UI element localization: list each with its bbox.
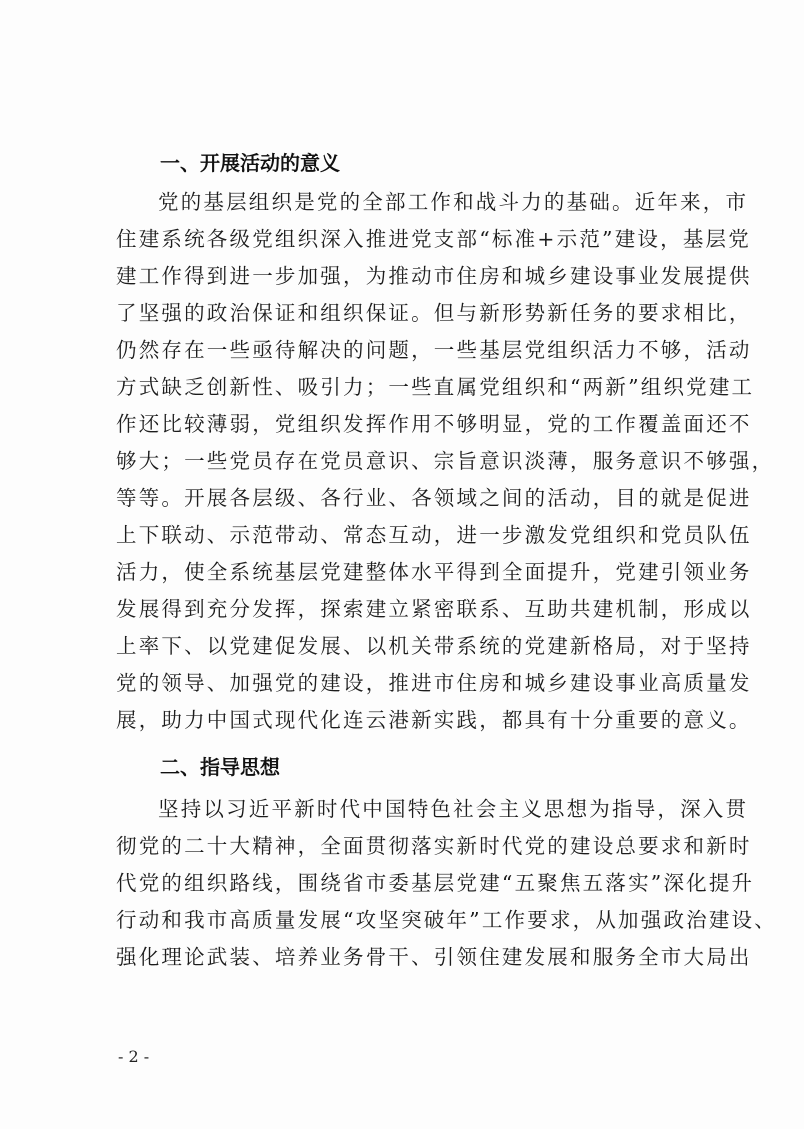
paragraph-line: 展，助力中国式现代化连云港新实践，都具有十分重要的意义。 xyxy=(116,708,752,732)
paragraph-line: 行动和我市高质量发展“攻坚突破年”工作要求，从加强政治建设、 xyxy=(116,908,777,932)
paragraph-line: 代党的组织路线，围绕省市委基层党建“五聚焦五落实”深化提升 xyxy=(116,871,755,895)
paragraph-line: 方式缺乏创新性、吸引力；一些直属党组织和“两新”组织党建工 xyxy=(116,375,755,399)
paragraph-line: 坚持以习近平新时代中国特色社会主义思想为指导，深入贯 xyxy=(158,797,749,821)
paragraph-line: 了坚强的政治保证和组织保证。但与新形势新任务的要求相比， xyxy=(116,301,752,325)
paragraph-line: 作还比较薄弱，党组织发挥作用不够明显，党的工作覆盖面还不 xyxy=(116,412,752,436)
paragraph-line: 党的领导、加强党的建设，推进市住房和城乡建设事业高质量发 xyxy=(116,671,752,695)
section-heading-significance: 一、开展活动的意义 xyxy=(160,151,340,175)
paragraph-line: 彻党的二十大精神，全面贯彻落实新时代党的建设总要求和新时 xyxy=(116,834,752,858)
paragraph-line: 党的基层组织是党的全部工作和战斗力的基础。近年来，市 xyxy=(158,190,749,214)
paragraph-line: 上下联动、示范带动、常态互动，进一步激发党组织和党员队伍 xyxy=(116,523,752,547)
paragraph-line: 建工作得到进一步加强，为推动市住房和城乡建设事业发展提供 xyxy=(116,264,752,288)
paragraph-line: 发展得到充分发挥，探索建立紧密联系、互助共建机制，形成以 xyxy=(116,597,752,621)
paragraph-line: 住建系统各级党组织深入推进党支部“标准+示范”建设，基层党 xyxy=(116,227,751,251)
paragraph-line: 等等。开展各层级、各行业、各领域之间的活动，目的就是促进 xyxy=(116,486,752,510)
section-heading-guiding-ideology: 二、指导思想 xyxy=(160,755,280,779)
paragraph-line: 上率下、以党建促发展、以机关带系统的党建新格局，对于坚持 xyxy=(116,634,752,658)
paragraph-line: 够大；一些党员存在党员意识、宗旨意识淡薄，服务意识不够强， xyxy=(116,449,775,473)
page-number: - 2 - xyxy=(118,1047,150,1066)
paragraph-line: 强化理论武装、培养业务骨干、引领住建发展和服务全市大局出 xyxy=(116,945,752,969)
paragraph-line: 仍然存在一些亟待解决的问题，一些基层党组织活力不够，活动 xyxy=(116,338,752,362)
paragraph-line: 活力，使全系统基层党建整体水平得到全面提升，党建引领业务 xyxy=(116,560,752,584)
